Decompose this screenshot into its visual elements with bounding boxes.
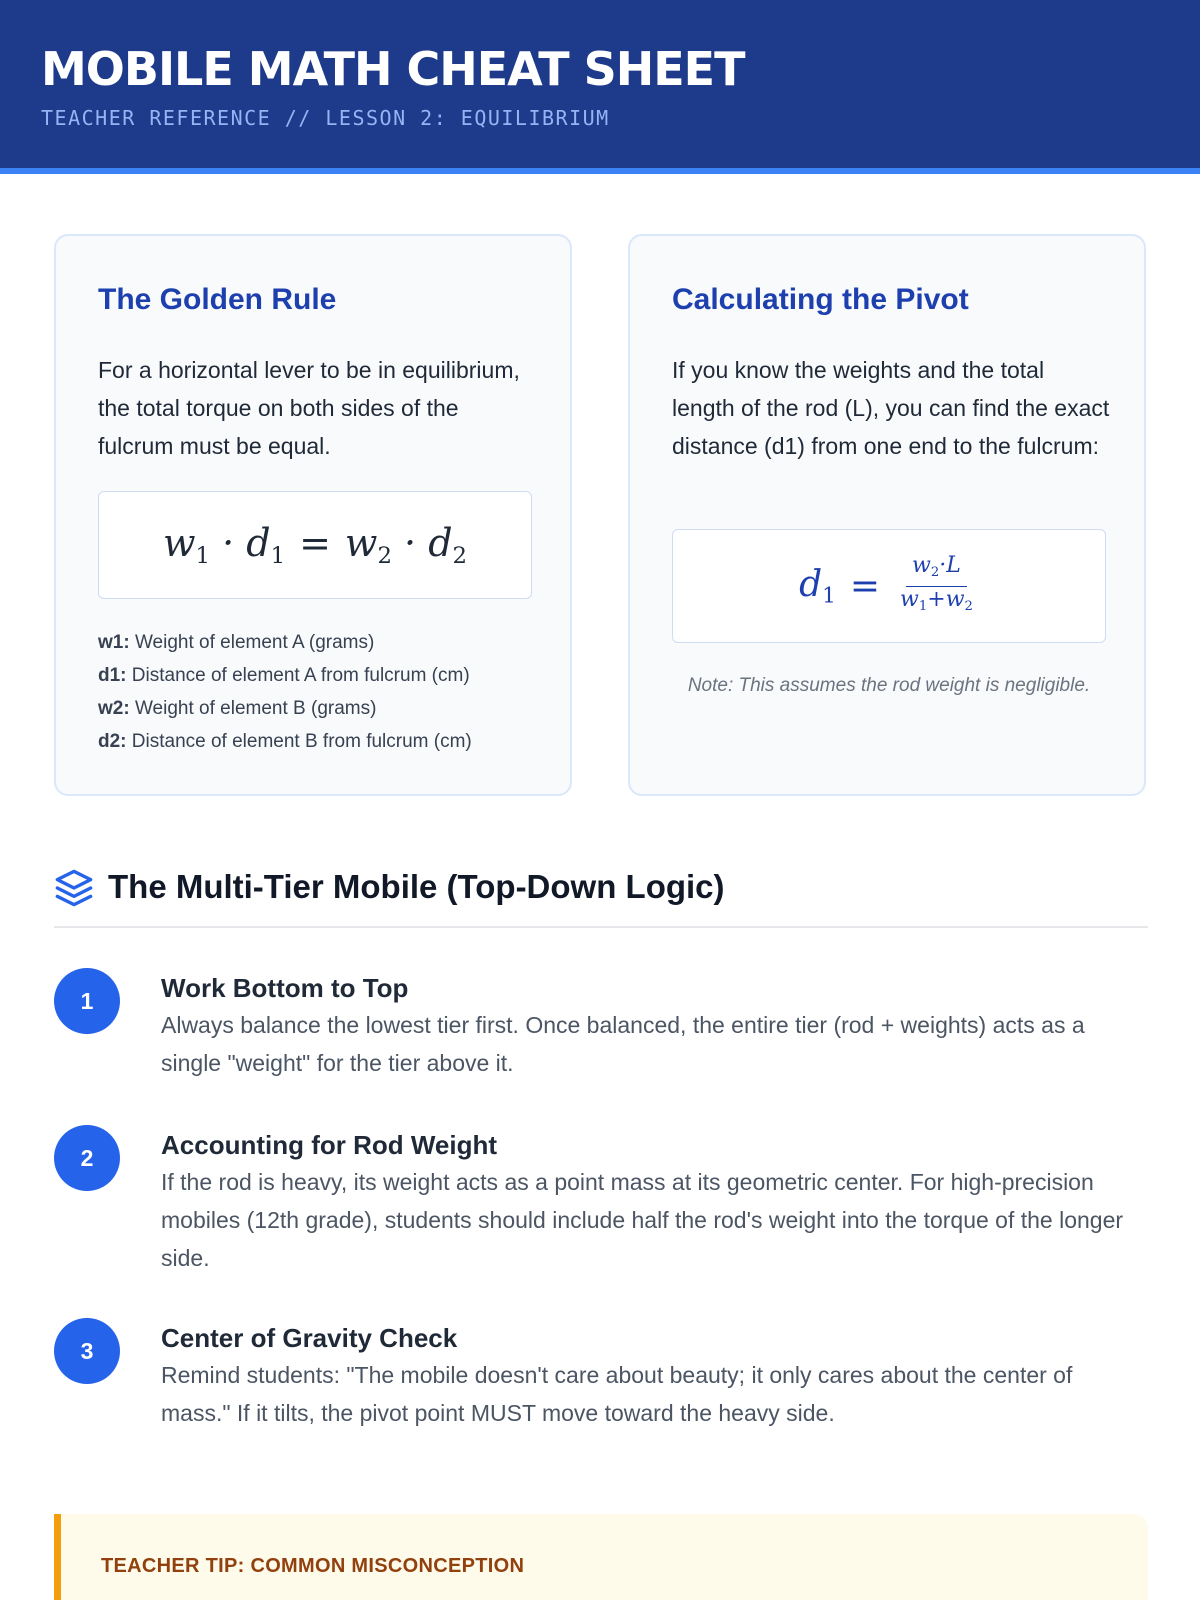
variable-definitions [98, 626, 538, 758]
multi-tier-section-header [54, 862, 1148, 928]
definition-item: w1: Weight of element A (grams) [98, 632, 375, 653]
page-title: MOBILE MATH CHEAT SHEET [41, 42, 745, 96]
step-title: Work Bottom to Top [161, 973, 409, 1003]
layers-icon [54, 868, 94, 908]
step-number-badge: 3 [54, 1318, 120, 1384]
pivot-equation: $d_1$ = $\frac{w_2\cdot L}{w_1+w_2}$ [799, 552, 973, 614]
page-subtitle: TEACHER REFERENCE // LESSON 2: EQUILIBRIUM [41, 106, 610, 130]
definition-item: w2: Weight of element B (grams) [98, 698, 377, 719]
step-number-badge: 1 [54, 968, 120, 1034]
step-text: If the rod is heavy, its weight acts as a point mass at its geometric center. For high-precision mobiles (12th grade), students should include half the rod's weight into the torque of the longer side. [161, 1169, 1124, 1271]
pivot-card [628, 234, 1146, 796]
definition-item: d2: Distance of element B from fulcrum (cm) [98, 731, 472, 752]
pivot-title: Calculating the Pivot [672, 283, 969, 316]
teacher-tip-callout [54, 1514, 1148, 1600]
pivot-note: Note: This assumes the rod weight is negligible. [687, 675, 1091, 696]
golden-rule-title: The Golden Rule [98, 283, 337, 316]
step-text: Remind students: "The mobile doesn't care about beauty; it only cares about the center of mass." If it tilts, the pivot point MUST move toward the heavy side. [161, 1362, 1073, 1426]
pivot-body: If you know the weights and the total length of the rod (L), you can find the exact distance (d1) from one end to the fulcrum: [672, 357, 1110, 459]
step-title: Accounting for Rod Weight [161, 1130, 498, 1160]
step-text: Always balance the lowest tier first. Once balanced, the entire tier (rod + weights) acts as a single "weight" for the tier above it. [161, 1012, 1085, 1076]
golden-rule-body: For a horizontal lever to be in equilibrium, the total torque on both sides of the fulcrum must be equal. [98, 357, 520, 459]
torque-equation-box [98, 491, 532, 599]
multi-tier-title: The Multi-Tier Mobile (Top-Down Logic) [108, 868, 725, 905]
teacher-tip-title: TEACHER TIP: COMMON MISCONCEPTION [101, 1555, 525, 1577]
page-header [0, 0, 1200, 174]
step-title: Center of Gravity Check [161, 1323, 458, 1353]
step-number-badge: 2 [54, 1125, 120, 1191]
golden-rule-card [54, 234, 572, 796]
definition-item: d1: Distance of element A from fulcrum (cm) [98, 665, 470, 686]
pivot-equation-box [672, 529, 1106, 643]
torque-equation: $w_1 \cdot d_1 = w_2 \cdot d_2$ [162, 521, 468, 569]
